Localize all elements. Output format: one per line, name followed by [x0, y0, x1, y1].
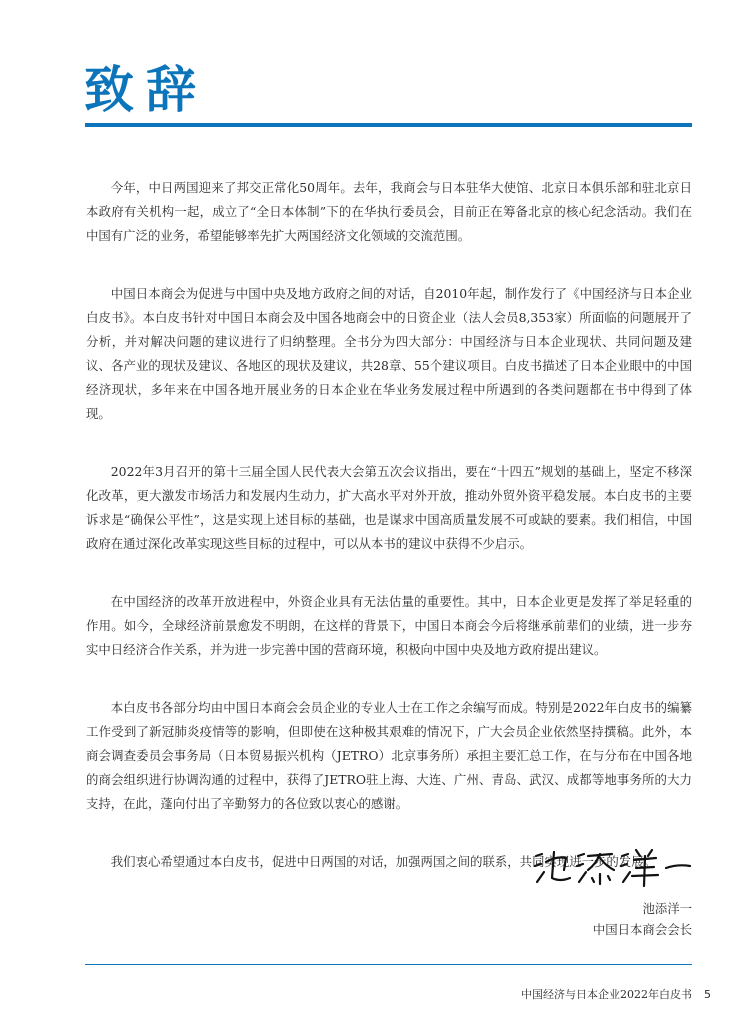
paragraph: 2022年3月召开的第十三届全国人民代表大会第五次会议指出，要在“十四五”规划的基础上，坚定不移深化改革，更大激发市场活力和发展内生动力，扩大高水平对外开放，推动外贸外资平稳发展。本白皮书的主要诉求是“确保公平性”，这是实现上述目标的基础，也是谋求中国高质量发展不可或缺的要素。我们相信，中国政府在通过深化改革实现这些目标的过程中，可以从本书的建议中获得不少启示。 — [86, 464, 692, 551]
handwritten-signature — [532, 842, 692, 892]
paragraph: 今年，中日两国迎来了邦交正常化50周年。去年，我商会与日本驻华大使馆、北京日本俱乐部和驻北京日本政府有关机构一起，成立了“全日本体制”下的在华执行委员会，目前正在筹备北京的核心纪念活动。我们在中国有广泛的业务，希望能够率先扩大两国经济文化领域的交流范围。 — [86, 180, 692, 243]
signer-name: 池添洋一 — [642, 901, 692, 916]
title-divider — [85, 123, 692, 127]
paragraph: 我们衷心希望通过本白皮书，促进中日两国的对话，加强两国之间的联系，共同实现进一步的发展。 — [110, 854, 656, 869]
footer-divider — [85, 964, 692, 965]
paragraph: 在中国经济的改革开放进程中，外资企业具有无法估量的重要性。其中，日本企业更是发挥了举足轻重的作用。如今，全球经济前景愈发不明朗，在这样的背景下，中国日本商会今后将继承前辈们的业绩，进一步夯实中日经济合作关系，并为进一步完善中国的营商环境，积极向中国中央及地方政府提出建议。 — [86, 594, 692, 657]
body-text — [86, 176, 692, 908]
page-number: 5 — [704, 988, 711, 1001]
signer-title: 中国日本商会会长 — [592, 922, 692, 937]
footer-publication-title: 中国经济与日本企业2022年白皮书 — [521, 988, 692, 1001]
page-title: 致辞 — [84, 61, 208, 119]
page-footer — [521, 986, 711, 1002]
paragraph: 本白皮书各部分均由中国日本商会会员企业的专业人士在工作之余编写而成。特别是2022年白皮书的编纂工作受到了新冠肺炎疫情等的影响，但即使在这种极其艰难的情况下，广大会员企业依然坚持撰稿。此外，本商会调查委员会事务局（日本贸易振兴机构（JETRO）北京事务所）承担主要汇总工作，在与分布在中国各地的商会组织进行协调沟通的过程中，获得了JETRO驻上海、大连、广州、青岛、武汉、成都等地事务所的大力支持，在此，蓬向付出了辛勤努力的各位致以衷心的感谢。 — [86, 700, 692, 811]
paragraph: 中国日本商会为促进与中国中央及地方政府之间的对话，自2010年起，制作发行了《中国经济与日本企业白皮书》。本白皮书针对中国日本商会及中国各地商会中的日资企业（法人会员8,353家）所面临的问题展开了分析，并对解决问题的建议进行了归纳整理。全书分为四大部分：中国经济与日本企业现状、共同问题及建议、各产业的现状及建议、各地区的现状及建议，共28章、55个建议项目。白皮书描述了日本企业眼中的中国经济现状，多年来在中国各地开展业务的日本企业在华业务发展过程中所遇到的各类问题都在书中得到了体现。 — [86, 286, 692, 421]
